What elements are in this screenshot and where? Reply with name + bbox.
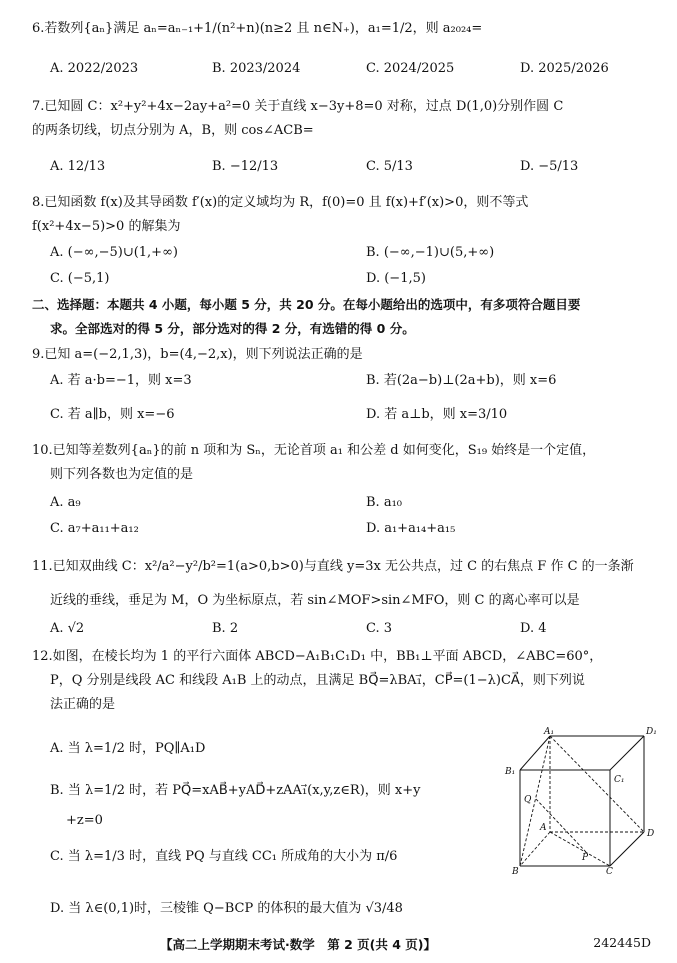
q9-stem: 9.已知 a=(−2,1,3)，b=(4,−2,x)，则下列说法正确的是 <box>32 347 363 362</box>
label-a: A <box>540 823 547 833</box>
q12-option-c: C. 当 λ=1/3 时，直线 PQ 与直线 CC₁ 所成角的大小为 π/6 <box>50 849 398 864</box>
label-b: B <box>512 867 519 876</box>
label-q: Q <box>524 795 532 805</box>
q11-option-d: D. 4 <box>520 621 547 636</box>
q7-option-a: A. 12/13 <box>50 159 106 174</box>
q12-option-a: A. 当 λ=1/2 时，PQ∥A₁D <box>50 741 206 756</box>
q8-option-b: B. (−∞,−1)∪(5,+∞) <box>366 245 495 260</box>
q11-line2: 近线的垂线，垂足为 M，O 为坐标原点，若 sin∠MOF>sin∠MFO，则 C 的离心率可以是 <box>50 593 580 608</box>
label-a1: A₁ <box>544 727 555 737</box>
section2-line2: 求。全部选对的得 5 分，部分选对的得 2 分，有选错的得 0 分。 <box>50 321 415 336</box>
footer-title: 【高二上学期期末考试·数学 第 2 页(共 4 页)】 <box>160 937 436 952</box>
q6-option-d: D. 2025/2026 <box>520 61 609 76</box>
q6-stem: 6.若数列{aₙ}满足 aₙ=aₙ₋₁+1/(n²+n)(n≥2 且 n∈N₊)，a₁=1/2，则 a₂₀₂₄= <box>32 21 483 36</box>
q7-option-b: B. −12/13 <box>212 159 279 174</box>
q10-option-d: D. a₁+a₁₄+a₁₅ <box>366 521 456 536</box>
q9-option-b: B. 若(2a−b)⊥(2a+b)，则 x=6 <box>366 373 557 388</box>
q8-option-a: A. (−∞,−5)∪(1,+∞) <box>50 245 178 260</box>
q6-option-b: B. 2023/2024 <box>212 61 301 76</box>
q11-option-b: B. 2 <box>212 621 239 636</box>
footer-code: 242445D <box>593 935 651 950</box>
q12-option-b-line1: B. 当 λ=1/2 时，若 PQ⃗=xAB⃗+yAD⃗+zAA₁⃗(x,y,z∈R)，则 x+y <box>50 783 421 798</box>
label-c1: C₁ <box>614 775 625 785</box>
q7-option-c: C. 5/13 <box>366 159 413 174</box>
q7-option-d: D. −5/13 <box>520 159 579 174</box>
q10-option-b: B. a₁₀ <box>366 495 402 510</box>
label-c: C <box>606 867 613 876</box>
q11-option-c: C. 3 <box>366 621 393 636</box>
q9-option-d: D. 若 a⊥b，则 x=3/10 <box>366 407 508 422</box>
label-d: D <box>647 829 655 839</box>
label-p: P <box>582 853 589 863</box>
q12-line3: 法正确的是 <box>50 697 116 712</box>
q8-option-c: C. (−5,1) <box>50 271 110 286</box>
parallelepiped-figure <box>496 726 666 876</box>
q9-option-c: C. 若 a∥b，则 x=−6 <box>50 407 175 422</box>
q7-line2: 的两条切线，切点分别为 A，B，则 cos∠ACB= <box>32 123 314 138</box>
q11-option-a: A. √2 <box>50 621 85 636</box>
q6-option-a: A. 2022/2023 <box>50 61 139 76</box>
q10-line2: 则下列各数也为定值的是 <box>50 467 194 482</box>
q9-option-a: A. 若 a·b=−1，则 x=3 <box>50 373 192 388</box>
q12-option-d: D. 当 λ∈(0,1)时，三棱锥 Q−BCP 的体积的最大值为 √3/48 <box>50 901 403 916</box>
q6-option-c: C. 2024/2025 <box>366 61 455 76</box>
q10-option-c: C. a₇+a₁₁+a₁₂ <box>50 521 139 536</box>
q12-line2: P，Q 分别是线段 AC 和线段 A₁B 上的动点，且满足 BQ⃗=λBA₁⃗，CP⃗=(1−λ)CA⃗，则下列说 <box>50 673 585 688</box>
q7-line1: 7.已知圆 C：x²+y²+4x−2ay+a²=0 关于直线 x−3y+8=0 对称，过点 D(1,0)分别作圆 C <box>32 99 564 114</box>
q12-line1: 12.如图，在棱长均为 1 的平行六面体 ABCD−A₁B₁C₁D₁ 中，BB₁⊥平面 ABCD，∠ABC=60°， <box>32 649 603 664</box>
q8-option-d: D. (−1,5) <box>366 271 426 286</box>
q12-option-b-line2: +z=0 <box>66 813 103 828</box>
q8-line1: 8.已知函数 f(x)及其导函数 f′(x)的定义域均为 R，f(0)=0 且 f(x)+f′(x)>0，则不等式 <box>32 195 529 210</box>
label-d1: D₁ <box>646 727 657 737</box>
section2-line1: 二、选择题：本题共 4 小题，每小题 5 分，共 20 分。在每小题给出的选项中，有多项符合题目要 <box>32 297 581 312</box>
q11-line1: 11.已知双曲线 C：x²/a²−y²/b²=1(a>0,b>0)与直线 y=3x 无公共点，过 C 的右焦点 F 作 C 的一条渐 <box>32 559 634 574</box>
label-b1: B₁ <box>505 767 516 777</box>
q8-line2: f(x²+4x−5)>0 的解集为 <box>32 219 181 234</box>
q10-option-a: A. a₉ <box>50 495 81 510</box>
q10-line1: 10.已知等差数列{aₙ}的前 n 项和为 Sₙ，无论首项 a₁ 和公差 d 如何变化，S₁₉ 始终是一个定值， <box>32 443 596 458</box>
